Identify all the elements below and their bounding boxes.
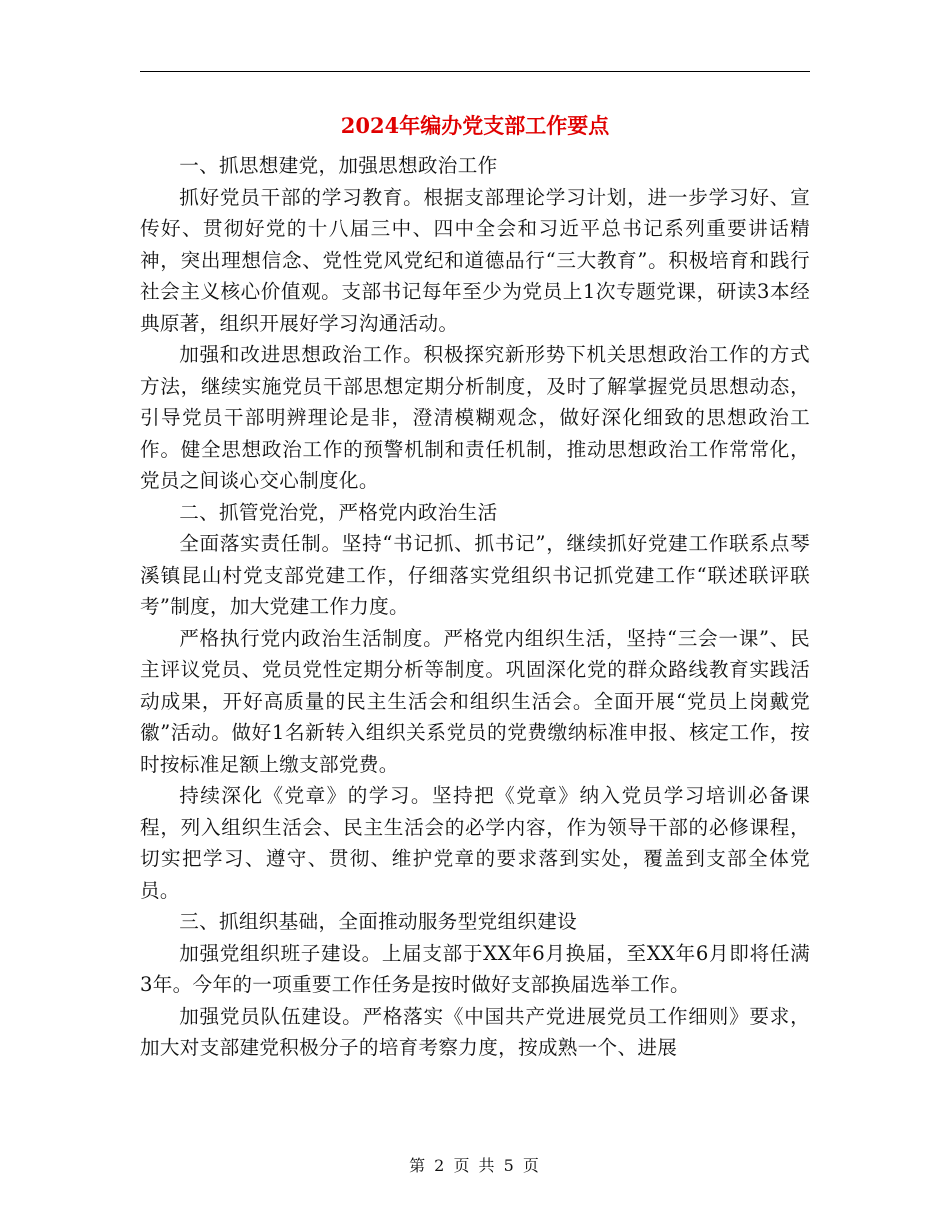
paragraph: 抓好党员干部的学习教育。根据支部理论学习计划，进一步学习好、宣传好、贯彻好党的十八届三中、四中全会和习近平总书记系列重要讲话精神，突出理想信念、党性党风党纪和道德品行“三大教育”。积极培育和践行社会主义核心价值观。支部书记每年至少为党员上1次专题党课，研读3本经典原著，组织开展好学习沟通活动。 bbox=[140, 185, 810, 335]
section-heading-2: 二、抓管党治党，严格党内政治生活 bbox=[179, 500, 498, 524]
paragraph: 加强党员队伍建设。严格落实《中国共产党进展党员工作细则》要求，加大对支部建党积极分子的培育考察力度，按成熟一个、进展 bbox=[140, 1004, 810, 1059]
document-body bbox=[140, 150, 810, 1064]
page-number: 第 2 页 共 5 页 bbox=[409, 1156, 541, 1175]
paragraph: 全面落实责任制。坚持“书记抓、抓书记”，继续抓好党建工作联系点琴溪镇昆山村党支部党建工作，仔细落实党组织书记抓党建工作“联述联评联考”制度，加大党建工作力度。 bbox=[140, 532, 810, 618]
section-heading-3: 三、抓组织基础，全面推动服务型党组织建设 bbox=[179, 910, 578, 933]
section-heading-1: 一、抓思想建党，加强思想政治工作 bbox=[179, 154, 498, 177]
paragraph: 加强党组织班子建设。上届支部于XX年6月换届，至XX年6月即将任满3年。今年的一项重要工作任务是按时做好支部换届选举工作。 bbox=[140, 941, 810, 996]
document-title: 2024年编办党支部工作要点 bbox=[340, 113, 610, 138]
paragraph: 加强和改进思想政治工作。积极探究新形势下机关思想政治工作的方式方法，继续实施党员干部思想定期分析制度，及时了解掌握党员思想动态，引导党员干部明辨理论是非，澄清模糊观念，做好深化细致的思想政治工作。健全思想政治工作的预警机制和责任机制，推动思想政治工作常常化，党员之间谈心交心制度化。 bbox=[140, 343, 810, 492]
paragraph: 严格执行党内政治生活制度。严格党内组织生活，坚持“三会一课”、民主评议党员、党员党性定期分析等制度。巩固深化党的群众路线教育实践活动成果，开好高质量的民主生活会和组织生活会。全面开展“党员上岗戴党徽”活动。做好1名新转入组织关系党员的党费缴纳标准申报、核定工作，按时按标准足额上缴支部党费。 bbox=[140, 626, 810, 776]
header-rule bbox=[140, 71, 810, 72]
paragraph: 持续深化《党章》的学习。坚持把《党章》纳入党员学习培训必备课程，列入组织生活会、民主生活会的必学内容，作为领导干部的必修课程，切实把学习、遵守、贯彻、维护党章的要求落到实处，覆盖到支部全体党员。 bbox=[140, 784, 810, 902]
